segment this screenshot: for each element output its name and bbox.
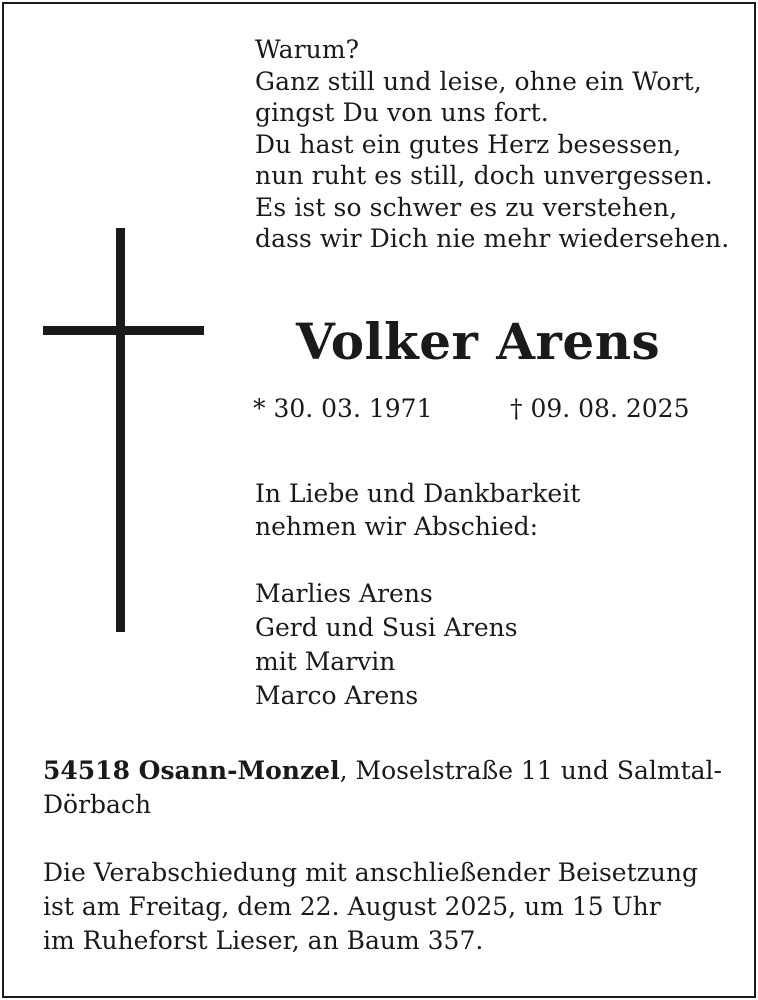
poem-line: gingst Du von uns fort. <box>255 98 549 127</box>
ceremony-line: im Ruheforst Lieser, an Baum 357. <box>43 926 484 955</box>
farewell-text <box>255 477 580 543</box>
address-place: 54518 Osann-Monzel <box>43 756 340 785</box>
poem-line: Ganz still und leise, ohne ein Wort, <box>255 66 702 96</box>
poem-line: Warum? <box>255 35 360 64</box>
mourner-name: Marco Arens <box>255 681 419 710</box>
address <box>43 754 733 822</box>
poem-line: Du hast ein gutes Herz besessen, <box>255 129 682 159</box>
mourners-list <box>255 577 518 713</box>
mourner-name: mit Marvin <box>255 647 396 676</box>
death-date: † 09. 08. 2025 <box>510 394 690 423</box>
mourner-name: Gerd und Susi Arens <box>255 613 518 642</box>
cross-horizontal-bar <box>43 326 204 335</box>
birth-date: * 30. 03. 1971 <box>253 394 433 423</box>
poem <box>255 34 729 255</box>
deceased-name: Volker Arens <box>296 312 661 371</box>
cross-vertical-bar <box>116 228 125 632</box>
farewell-line: In Liebe und Dankbarkeit <box>255 479 581 508</box>
ceremony-line: Die Verabschiedung mit anschließender Beisetzung <box>43 858 698 887</box>
ceremony-info <box>43 856 698 958</box>
poem-line: Es ist so schwer es zu verstehen, <box>255 192 678 222</box>
ceremony-line: ist am Freitag, dem 22. August 2025, um 15 Uhr <box>43 892 661 921</box>
poem-line: nun ruht es still, doch unvergessen. <box>255 161 713 190</box>
poem-line: dass wir Dich nie mehr wiedersehen. <box>255 224 730 253</box>
address-rest: , Moselstraße 11 und Salmtal-Dörbach <box>43 756 722 819</box>
farewell-line: nehmen wir Abschied: <box>255 512 539 541</box>
mourner-name: Marlies Arens <box>255 579 433 608</box>
